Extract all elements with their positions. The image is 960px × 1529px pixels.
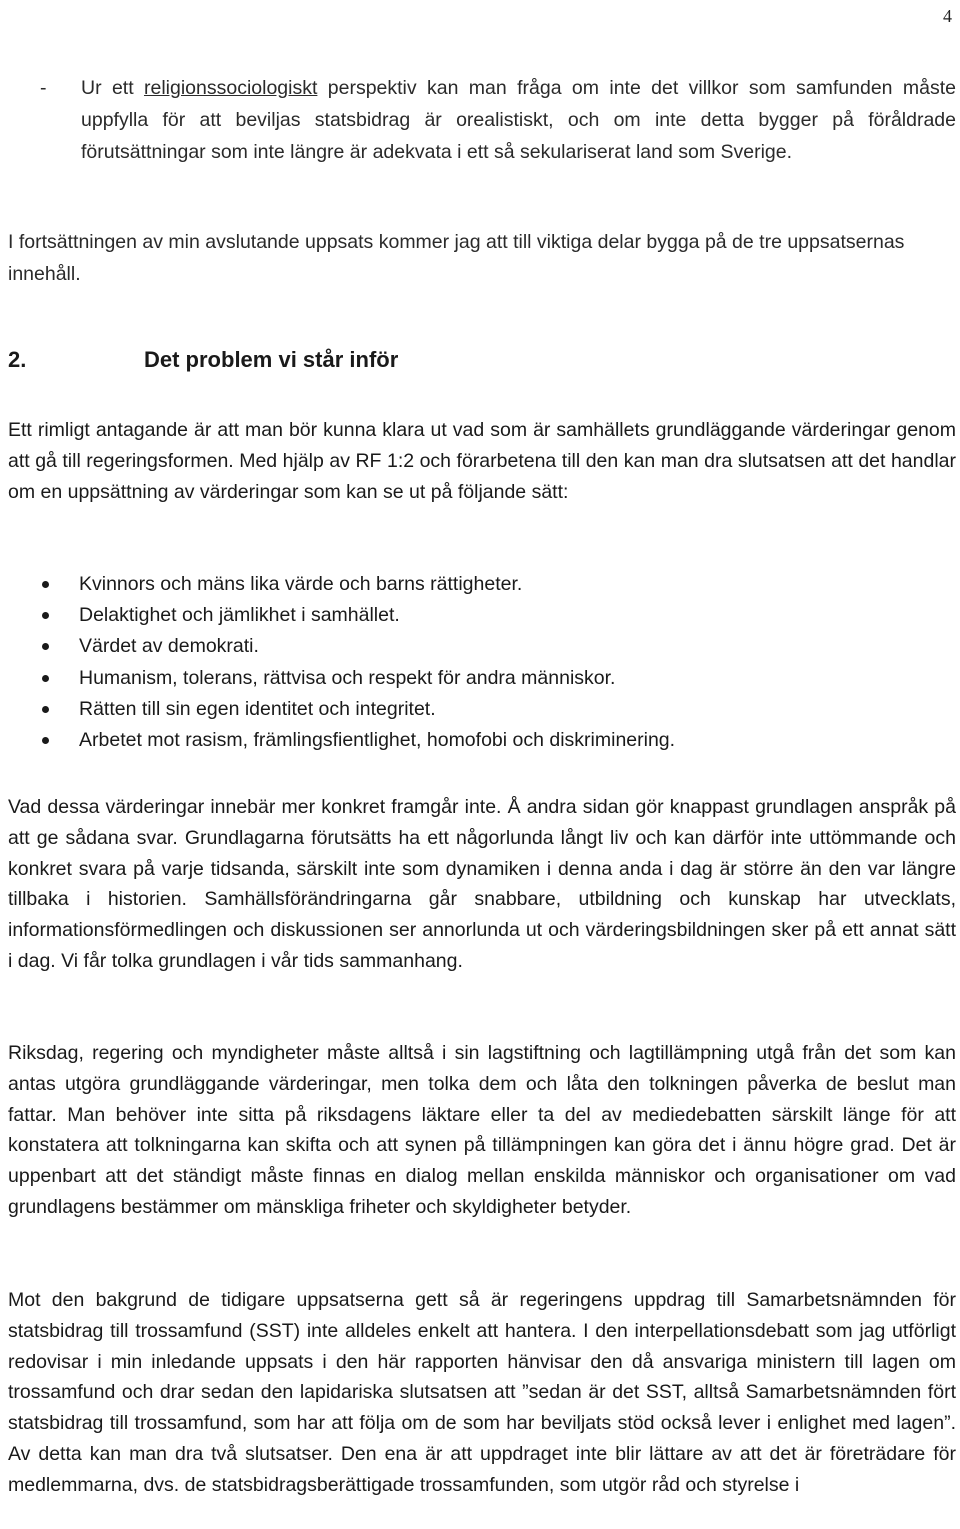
list-item	[8, 631, 956, 662]
list-item-text: Arbetet mot rasism, främlingsfientlighet, homofobi och diskriminering.	[79, 729, 676, 752]
section-number: 2.	[8, 347, 27, 372]
list-item-text: Delaktighet och jämlikhet i samhället.	[79, 604, 400, 627]
underlined-term: religionssociologiskt	[143, 77, 318, 99]
bullet-icon	[42, 737, 49, 744]
intro-paragraph: I fortsättningen av min avslutande uppsats kommer jag att till viktiga delar bygga på de tre uppsatsernas innehåll.	[8, 231, 905, 285]
bullet-icon	[42, 706, 49, 713]
dash-item-prefix: Ur ett	[81, 77, 144, 99]
list-item	[8, 725, 956, 756]
dash-item-text	[81, 72, 956, 168]
paragraph-4: Mot den bakgrund de tidigare uppsatserna gett så är regeringens uppdrag till Samarbetsnämnden för statsbidrag till trossamfund (SST) inte alldeles enkelt att hantera. I den interpellationsdebatt som jag utförligt redovisar i min inledande uppsats i den här rapporten hänvisar den då ansvariga ministern till lagen om trossamfund och drar sedan den lapidariska slutsatsen att ”sedan är det SST, alltså Samarbetsnämnden fört statsbidrag till trossamfund, som har att följa om de som har beviljats stöd också lever i enlighet med lagen”. Av detta kan man dra två slutsatser. Den ena är att uppdraget inte blir lättare av att det är företrädare för medlemmarna, dvs. de statsbidragsberättigade trossamfunden, som utgör råd och styrelse i	[8, 1289, 956, 1496]
paragraph-3: Riksdag, regering och myndigheter måste alltså i sin lagstiftning och lagtillämpning utgå från det som kan antas utgöra grundläggande värderingar, men tolka dem och låta den tolkningen påverka de beslut man fattar. Man behöver inte sitta på riksdagens läktare eller ta del av mediedebatten särskilt länge för att konstatera att tolkningarna kan skifta och att synen på tillämpningen kan göra det i ännu högre grad. Det är uppenbart att det ständigt måste finnas en dialog mellan enskilda människor och organisationer om vad grundlagens bestämmer om mänskliga friheter och skyldigheter betyder.	[8, 1042, 956, 1218]
dash-marker: -	[40, 77, 47, 99]
dash-item-rest: perspektiv kan man fråga om inte det villkor som samfunden måste uppfylla för att beviljas statsbidrag är orealistiskt, och om inte detta bygger på föråldrade förutsättningar som inte längre är adekvata i ett så sekulariserat land som Sverige.	[81, 77, 956, 163]
list-item-text: Humanism, tolerans, rättvisa och respekt för andra människor.	[79, 666, 616, 689]
paragraph-2: Vad dessa värderingar innebär mer konkret framgår inte. Å andra sidan gör knappast grundlagen anspråk på att ge sådana svar. Grundlagarna förutsätts ha ett någorlunda långt liv och kan därför inte uttömmande och konkret svara på varje tidsanda, särskilt inte som dynamiken i denna anda i dag är större än den var längre tillbaka i historien. Samhällsförändringarna går snabbare, utbildning och kunskap har utvecklats, informationsförmedlingen och diskussionen ser annorlunda ut och värderingsbildningen sker på ett annat sätt i dag. Vi får tolka grundlagen i vår tids sammanhang.	[8, 796, 956, 972]
list-item-text: Kvinnors och mäns lika värde och barns rättigheter.	[79, 573, 523, 595]
paragraph-1: Ett rimligt antagande är att man bör kunna klara ut vad som är samhällets grundläggande värderingar genom att gå till regeringsformen. Med hjälp av RF 1:2 och förarbetena till den kan man dra slutsatsen att det handlar om en uppsättning av värderingar som kan se ut på följande sätt:	[8, 419, 956, 503]
bullet-icon	[42, 581, 49, 588]
section-title: Det problem vi står inför	[144, 347, 399, 372]
bullet-icon	[42, 643, 49, 650]
section-heading	[8, 344, 398, 376]
list-item	[8, 569, 956, 600]
list-item	[8, 600, 956, 631]
page-number: 4	[943, 6, 952, 26]
bullet-icon	[42, 675, 49, 682]
list-item-text: Rätten till sin egen identitet och integritet.	[79, 697, 436, 720]
list-item	[8, 694, 956, 725]
values-list	[8, 569, 956, 756]
bullet-icon	[42, 612, 49, 619]
list-item	[8, 663, 956, 694]
intro-dash-item	[8, 72, 956, 168]
list-item-text: Värdet av demokrati.	[79, 635, 259, 658]
